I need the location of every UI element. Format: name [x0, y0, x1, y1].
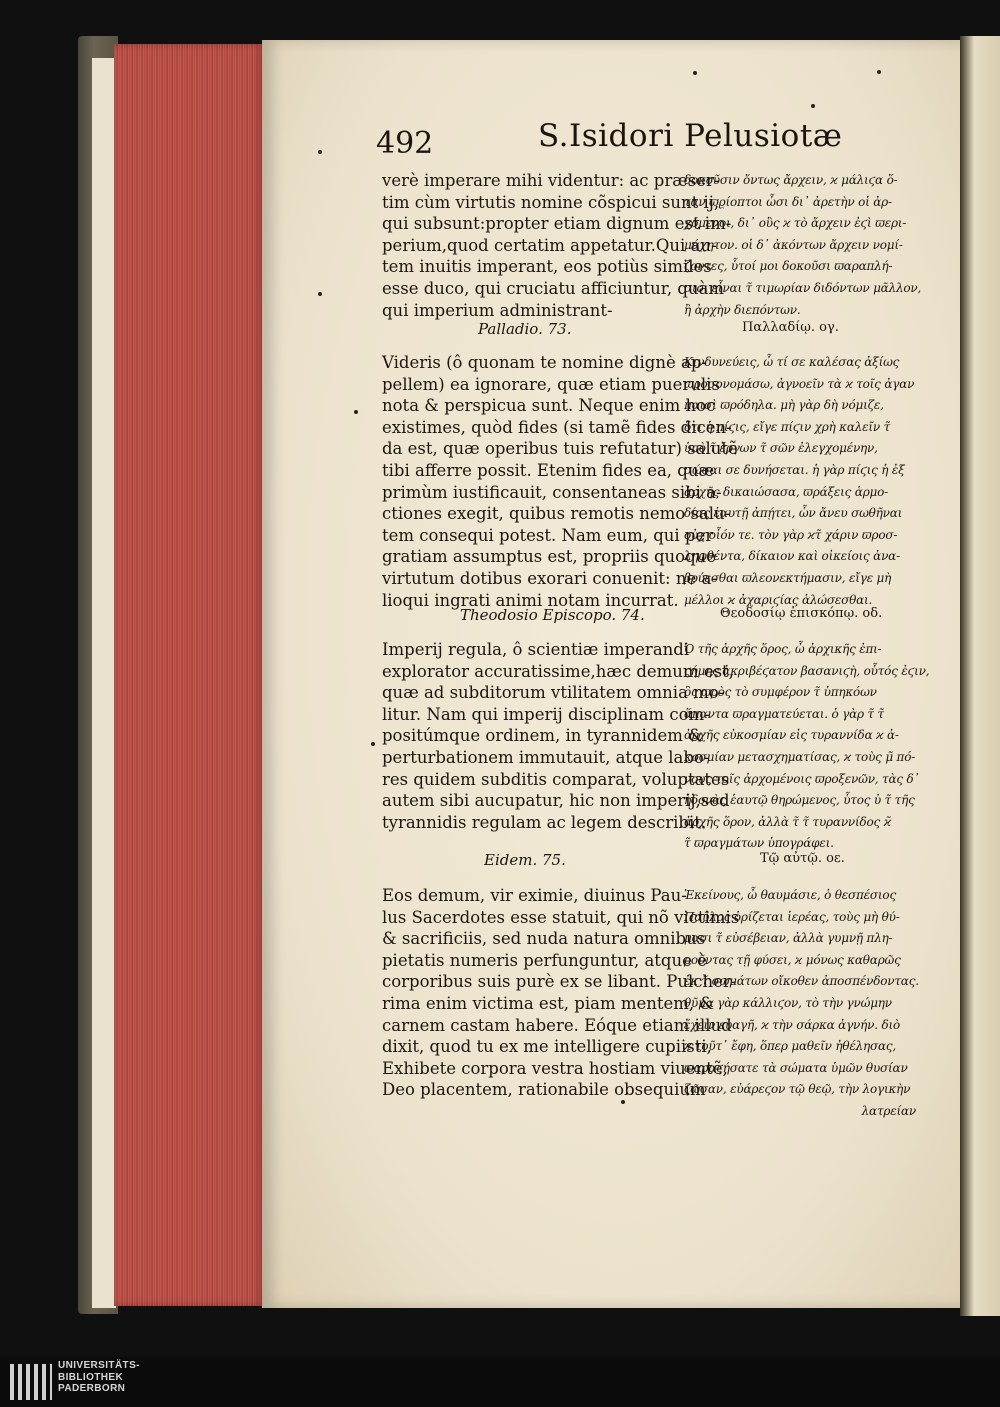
- latin-column-top: [382, 170, 731, 321]
- text-line: perturbationem immutauit, atque labo-: [382, 747, 710, 767]
- text-line: Exhibete corpora vestra hostiam viuentẽ,: [382, 1058, 728, 1078]
- text-line: ὃς ϖρὸς τὸ συμφέρον τ̃ ὑπηκόων: [684, 685, 877, 700]
- text-line: Videris (ô quonam te nomine dignè ap-: [382, 353, 707, 372]
- text-line: ἀρχῆς δικαιώσασα, ϖράξεις ἁρμο-: [684, 484, 889, 499]
- text-line: ἢ ἀρχὴν διεπόντων.: [684, 302, 801, 317]
- text-line: χόμενοι, δι᾽ οὓς ϰ τὸ ἄρχειν ἐϛὶ ϖερι-: [684, 216, 907, 231]
- text-line: nota & perspicua sunt. Neque enim hoc: [382, 396, 716, 416]
- greek-column-top: [684, 170, 921, 321]
- greek-letter-75: [684, 885, 919, 1123]
- text-line: & sacrificiis, sed nuda natura omnibus: [382, 929, 706, 949]
- text-line: dixit, quod tu ex me intelligere cupiisti,: [382, 1037, 712, 1057]
- text-line: Deo placentem, rationabile obsequium: [382, 1080, 706, 1100]
- text-line: ροῦντας τῇ φύσει, ϰ μόνως καθαρῶς: [684, 952, 901, 967]
- text-line: τ̃ ϖραγμάτων ὑπογράφει.: [684, 836, 834, 851]
- text-line: θῦμα γὰρ κάλλιϛον, τὸ τὴν γνώμην: [684, 995, 892, 1010]
- text-line: explorator accuratissime,hæc demum est,: [382, 661, 734, 681]
- paper-speck: [811, 104, 815, 108]
- paper-speck: [318, 150, 322, 154]
- text-line: ἡδονὰς ἑαυτῷ θηρώμενος, ὗτος ὐ τ̃ τῆς: [684, 793, 915, 808]
- text-line: primùm iustificauit, consentaneas sibi a-: [382, 482, 722, 502]
- latin-letter-74: [382, 639, 734, 833]
- text-line: quæ ad subditorum vtilitatem omnia mo-: [382, 683, 725, 703]
- greek-letter-74: [684, 639, 929, 855]
- text-line: litur. Nam qui imperij disciplinam com-: [382, 704, 710, 724]
- text-line: tibi afferre possit. Etenim fides ea, quæ: [382, 460, 714, 480]
- letter-heading-greek: Τῷ αὐτῷ. οε.: [760, 851, 845, 866]
- text-line: Eos demum, vir eximie, diuinus Pau-: [382, 886, 687, 905]
- text-line: qui imperium administrant-: [382, 300, 613, 320]
- paper-speck: [371, 742, 375, 746]
- text-line: res quidem subditis comparat, voluptates: [382, 769, 730, 789]
- text-line: positúmque ordinem, in tyrannidem &: [382, 726, 703, 746]
- text-line: gratiam assumptus est, propriis quoque: [382, 547, 717, 567]
- text-line: tim cùm virtutis nomine cõspicui sunt ij,: [382, 192, 720, 212]
- text-line: ἔχειν εὐαγῆ, ϰ τὴν σάρκα ἁγνήν. διὸ: [684, 1017, 901, 1032]
- text-line: ὑπὸ τ̃ ἔργων τ̃ σῶν ἐλεγχομένην,: [684, 441, 878, 456]
- text-line: Ὁ τῆς ἀρχῆς ὅρος, ὦ ἀρχικῆς ἐπι-: [684, 642, 882, 656]
- text-line: λατρείαν: [861, 1103, 916, 1118]
- text-line: Ἐκείνους, ὦ θαυμάσιε, ὁ θεσπέσιος: [684, 888, 896, 902]
- letter-heading-latin: Theodosio Episcopo. 74.: [460, 606, 645, 624]
- letter-heading-greek: Θεοδοσίῳ ἐπισκόπῳ. οδ.: [720, 606, 883, 621]
- text-line: lus Sacerdotes esse statuit, qui nõ victimis: [382, 907, 740, 927]
- text-line: ληφθέντα, δίκαιον καὶ οἰκείοις ἀνα-: [684, 549, 900, 564]
- text-line: ὅτι ἡ πίϛις, εἴγε πίϛιν χρὴ καλεῖν τ̃: [684, 419, 891, 434]
- library-name-line: BIBLIOTHEK: [58, 1371, 124, 1383]
- text-line: βρύεσθαι ϖλεονεκτήμασιν, εἴγε μὴ: [684, 570, 892, 585]
- text-line: autem sibi aucupatur, hic non imperij,sed: [382, 791, 730, 811]
- text-line: μάχητον. οἱ δ᾽ ἀκόντων ἄρχειν νομί-: [684, 237, 903, 252]
- text-line: rima enim victima est, piam mentem, &: [382, 993, 715, 1013]
- page-number: 492: [376, 126, 434, 161]
- text-line: ζοντες, ὗτοί μοι δοκοῦσι ϖαραπλή-: [684, 259, 893, 274]
- letter-heading-latin: Palladio. 73.: [478, 320, 572, 338]
- text-line: ἅπαντα ϖραγματεύεται. ὁ γὰρ τ̃ τ̃: [684, 706, 884, 721]
- endpaper-edge: [92, 58, 116, 1308]
- letter-heading-greek: Παλλαδίῳ. ογ.: [742, 320, 839, 335]
- text-line: qui subsunt:propter etiam dignum est im-: [382, 214, 732, 234]
- text-line: ἀρχῆς ὅρον, ἀλλὰ τ̃ τ̃ τυραννίδος ϰ̃: [684, 814, 891, 829]
- text-line: ϖροσονομάσω, ἀγνοεῖν τὰ ϰ τοῖς ἀγαν: [684, 376, 915, 391]
- text-line: perium,quod certatim appetatur.Qui au-: [382, 235, 717, 255]
- text-line: virtutum dotibus exorari conuenit: ne a-: [382, 568, 717, 588]
- text-line: παισὶ ϖρόδηλα. μὴ γὰρ δὴ νόμιζε,: [684, 398, 884, 413]
- running-head: S.Isidori Pelusiotæ: [538, 118, 843, 154]
- library-logo-icon: [10, 1364, 52, 1400]
- text-line: οὐχ οἷόν τε. τὸν γὰρ ϰτ̃ χάριν ϖροσ-: [684, 527, 898, 542]
- text-line: tyrannidis regulam ac legem describit.: [382, 812, 707, 832]
- text-line: da est, quæ operibus tuis refutatur) salutẽ: [382, 439, 738, 459]
- text-line: ἀρχῆς εὐκοσμίαν εἰς τυραννίδα ϰ ἀ-: [684, 728, 899, 743]
- paper-speck: [318, 292, 322, 296]
- text-line: Παῦλος ὁρίζεται ἱερέας, τοὺς μὴ θύ-: [684, 909, 900, 924]
- text-line: verè imperare mihi videntur: ac præser-: [382, 171, 720, 190]
- text-line: ζῶσαν, εὐάρεϛον τῷ θεῷ, τὴν λογικὴν: [684, 1082, 911, 1097]
- text-line: ϰ τοῦτ᾽ ἔφη, ὅπερ μαθεῖν ἠθέλησας,: [684, 1039, 897, 1054]
- text-line: ϖαραϛήσατε τὰ σώματα ὑμῶν θυσίαν: [684, 1060, 908, 1075]
- library-name-line: PADERBORN: [58, 1383, 126, 1394]
- text-line: νους τοῖς ἀρχομένοις ϖροξενῶν, τὰς δ᾽: [684, 771, 920, 786]
- text-line: Imperij regula, ô scientiæ imperandi: [382, 640, 690, 659]
- library-name: [58, 1360, 140, 1395]
- text-line: pellem) ea ignorare, quæ etiam puerulis: [382, 374, 720, 394]
- text-line: ἐκ τ̃ σωμάτων οἴκοθεν ἀποσπένδοντας.: [684, 974, 919, 989]
- text-line: existimes, quòd fides (si tamẽ fides dicen-: [382, 417, 732, 437]
- text-line: lioqui ingrati animi notam incurrat.: [382, 590, 679, 610]
- text-line: μασι τ̃ εὐσέβειαν, ἀλλὰ γυμνῇ πλη-: [684, 931, 893, 946]
- library-footer: [0, 1357, 1000, 1407]
- text-line: tem consequi potest. Nam eum, qui per: [382, 525, 714, 545]
- library-name-line: UNIVERSITÄTS-: [58, 1360, 140, 1371]
- greek-letter-73: [684, 352, 914, 611]
- text-line: δίας ἑαυτῇ ἀπῄτει, ὧν ἄνευ σωθῆναι: [684, 506, 903, 521]
- text-line: pietatis numeris perfunguntur, atque è: [382, 950, 707, 970]
- text-line: σώσαι σε δυνήσεται. ἡ γὰρ πίϛις ἡ ἐξ: [684, 462, 905, 477]
- text-line: ϛήμης ἀκριβέϛατον βασανιϛὴ, οὗτός ἐϛιν,: [684, 663, 930, 678]
- text-line: μέλλοι ϰ ἀχαριϛίας ἁλώσεσθαι.: [684, 592, 873, 607]
- text-line: ctiones exegit, quibus remotis nemo salu-: [382, 504, 731, 524]
- text-line: esse duco, qui cruciatu afficiuntur, quàm: [382, 278, 724, 298]
- letter-heading-latin: Eidem. 75.: [484, 851, 566, 869]
- text-line: corporibus suis purè ex se libant. Pulcher-: [382, 972, 737, 992]
- paper-speck: [354, 410, 358, 414]
- text-line: tem inuitis imperant, eos potiùs similes: [382, 257, 712, 277]
- text-line: σιοι εἶναι τ̃ τιμωρίαν διδόντων μᾶλλον,: [684, 280, 922, 295]
- text-line: ταν ϖϱίοπτοι ὦσι δι᾽ ἀρετὴν οἱ ἀρ-: [684, 194, 892, 209]
- red-page-edges: [114, 44, 266, 1306]
- text-line: κοσμίαν μετασχηματίσας, ϰ τοὺς μ̃ πό-: [684, 749, 916, 764]
- text-line: carnem castam habere. Eóque etiam illud: [382, 1015, 732, 1035]
- paper-speck: [693, 71, 697, 75]
- facing-page-edge: [960, 36, 1000, 1316]
- paper-speck: [877, 70, 881, 74]
- text-line: Κινδυνεύεις, ὦ τί σε καλέσας ἀξίως: [684, 355, 900, 369]
- text-line: δοκοῦσιν ὄντως ἄρχειν, ϰ μάλιϛα ὅ-: [684, 173, 898, 187]
